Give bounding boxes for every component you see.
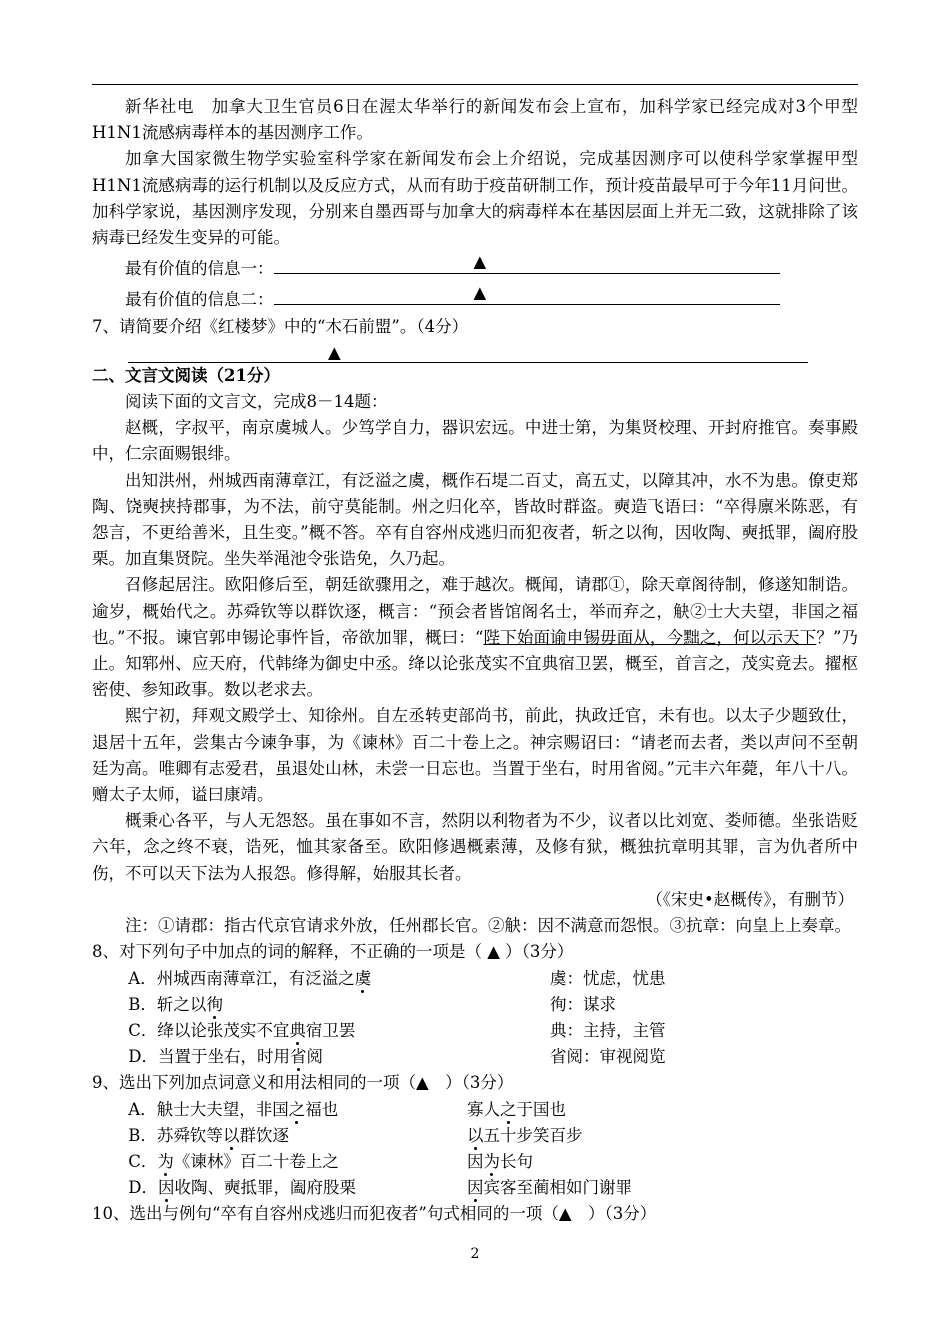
para-3-text-a: 召修起居注。欧阳修后至，朝廷欲骤用之，难于越次。概闻，请郡①，除天章阁待制，修遂知制诰。逾岁，概始代之。苏舜钦等以群饮逐，概言：“预会者皆馆阁名士，举而弃之，觖②士大夫望，非国之福也。”不报。谏官郭申锡论事忤旨，帝欲加罪，概曰：“ [92, 575, 858, 647]
classical-para-2: 出知洪州，州城西南薄章江，有泛溢之虞，概作石堤二百丈，高五丈，以障其冲，水不为患。僚吏郑陶、饶奭挟持郡事，为不法，前守莫能制。州之归化卒，皆故时群盗。奭造飞语曰：“卒得廪米陈恶，有怨言，不更给善米，且生变。”概不答。卒有自容州戍逃归而犯夜者，斩之以徇，因收陶、奭抵罪，阖府股栗。加直集贤院。坐失举渑池令张诰免，久乃起。 [92, 470, 858, 569]
triangle-marker: ▲ [473, 252, 487, 272]
top-rule [92, 84, 858, 85]
news-paragraph-2: 加拿大国家微生物学实验室科学家在新闻发布会上介绍说，完成基因测序可以使科学家掌握甲型H1N1流感病毒的运行机制以及反应方式，从而有助于疫苗研制工作，预计疫苗最早可于今年11月问世。加科学家说，基因测序发现，分别来自墨西哥与加拿大的病毒样本在基因层面上并无二致，这就排除了该病毒已经发生变异的可能。 [92, 149, 858, 248]
dotted-char: 因 [158, 1178, 175, 1198]
q8-option-d: D．当置于坐右，时用省阅 省阅：审视阅览 [92, 1044, 858, 1070]
dotted-char: 因 [467, 1178, 484, 1198]
classical-para-5: 概秉心各平，与人无怨怒。虽在事如不言，然阴以利物者为不少，议者以比刘宽、娄师德。坐张诰贬六年，念之终不衰，诰死，恤其家备至。欧阳修遇概素薄，及修有狱，概独抗章明其罪，言为仇者所中伤，不可以天下法为人报怨。修得解，始服其长者。 [92, 811, 858, 883]
q9-option-c: C．为《谏林》百二十卷上之 因为长句 [92, 1149, 858, 1175]
dotted-char: 为 [483, 1151, 500, 1171]
dotted-char: 之 [500, 1099, 517, 1119]
classical-para-1: 赵概，字叔平，南京虞城人。少笃学自力，器识宏远。中进士第，为集贤校理、开封府推官。奏事殿中，仁宗面赐银绯。 [92, 418, 858, 464]
q9-option-a: A．觖士大夫望，非国之福也 寡人之于国也 [92, 1097, 858, 1123]
dotted-char: 虞 [354, 968, 372, 988]
dotted-char: 以 [467, 1125, 484, 1145]
info-line-2 [92, 282, 858, 313]
q8-option-b: B．斩之以徇 徇：谋求 [92, 992, 858, 1018]
question-7: 7、请简要介绍《红楼梦》中的“木石前盟”。（4分） [92, 316, 469, 336]
dotted-char: 徇 [206, 994, 223, 1014]
annotation-notes: 注：①请郡：指古代京官请求外放，任州郡长官。②觖：因不满意而怨恨。③抗章：向皇上上奏章。 [125, 916, 851, 936]
source-citation: （《宋史•赵概传》，有删节） [646, 889, 854, 909]
dotted-char: 以 [222, 1125, 240, 1145]
news-paragraph-1: 新华社电 加拿大卫生官员6日在渥太华举行的新闻发布会上宣布，加科学家已经完成对3个甲型H1N1流感病毒样本的基因测序工作。 [92, 97, 858, 143]
answer-blank-2[interactable] [274, 282, 780, 305]
exam-page [92, 94, 858, 1228]
dotted-char: 典 [289, 1020, 306, 1040]
question-9-stem: 9、选出下列加点词意义和用法相同的一项（▲ ）（3分） [92, 1073, 514, 1093]
dotted-char: 之 [288, 1099, 306, 1119]
question-8-stem: 8、对下列句子中加点的词的解释，不正确的一项是（ ▲ ）（3分） [92, 942, 574, 962]
q8-gloss-a: 虞：忧虑，忧患 [550, 968, 666, 988]
q9-compare-a: 寡人之于国也 [467, 1099, 566, 1119]
q8-gloss-c: 典：主持，主管 [550, 1020, 666, 1040]
answer-blank-7[interactable] [128, 340, 808, 363]
para-3-text-b: ？”乃止。知郓州、应天府，代韩绛为御史中丞。绛以论张茂实不宜典宿卫罢，概至，首言之，茂实竟去。擢枢密使、参知政事。数以老求去。 [92, 627, 859, 700]
question-10-stem: 10、选出与例句“卒有自容州戍逃归而犯夜者”句式相同的一项（▲ ）（3分） [92, 1204, 657, 1224]
answer-blank-1[interactable] [274, 251, 780, 274]
page-number: 2 [470, 1246, 480, 1262]
q8-option-c: C．绛以论张茂实不宜典宿卫罢 典：主持，主管 [92, 1018, 858, 1044]
q8-gloss-b: 徇：谋求 [550, 994, 616, 1014]
q9-compare-c: 因为长句 [467, 1151, 533, 1171]
q9-compare-d: 因宾客至蔺相如门谢罪 [467, 1178, 632, 1198]
q9-compare-b: 以五十步笑百步 [467, 1125, 583, 1145]
triangle-marker: ▲ [328, 342, 341, 362]
info-line-1 [92, 251, 858, 282]
classical-para-4: 熙宁初，拜观文殿学士、知徐州。自左丞转吏部尚书，前此，执政迁官，未有也。以太子少题致仕，退居十五年，尝集古今谏争事，为《谏林》百二十卷上之。神宗赐诏曰：“请老而去者，类以声问不至朝廷为高。唯卿有志爱君，虽退处山林，未尝一日忘也。当置于坐右，时用省阅。”元丰六年薨，年八十八。赠太子太师，谥曰康靖。 [92, 706, 858, 805]
q8-option-a: A．州城西南薄章江，有泛溢之虞 虞：忧虑，忧患 [92, 966, 858, 992]
q8-gloss-d: 省阅：审视阅览 [550, 1047, 666, 1067]
dotted-char: 为 [157, 1151, 174, 1171]
dotted-char: 省 [290, 1047, 307, 1067]
reading-intro: 阅读下面的文言文，完成8－14题： [125, 392, 388, 412]
triangle-marker: ▲ [473, 283, 487, 303]
q9-option-b: B．苏舜钦等以群饮逐 以五十步笑百步 [92, 1123, 858, 1149]
section-2-heading: 二、文言文阅读（21分） [92, 365, 280, 385]
underlined-sentence: 陛下始面谕申锡毋面从，今黜之，何以示天下 [483, 627, 817, 647]
info-1-label: 最有价值的信息一： [125, 259, 274, 279]
q9-option-d: D．因收陶、奭抵罪，阖府股栗 因宾客至蔺相如门谢罪 [92, 1175, 858, 1201]
classical-para-3 [92, 572, 858, 703]
info-2-label: 最有价值的信息二： [125, 290, 274, 310]
